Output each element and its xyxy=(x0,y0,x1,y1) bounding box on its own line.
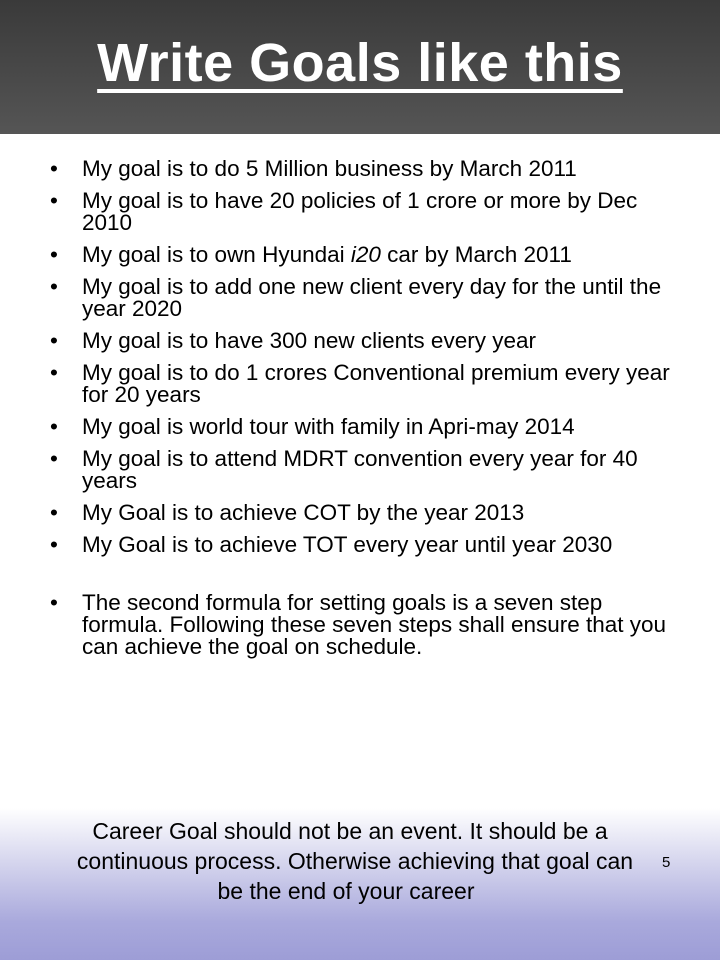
list-item xyxy=(0,448,720,492)
list-item xyxy=(0,416,720,438)
list-item-text: The second formula for setting goals is a seven step formula. Following these seven steps shall ensure that you can achieve the goal on schedule. xyxy=(82,590,667,659)
list-item-text: My goal is to do 1 crores Conventional premium every year for 20 years xyxy=(82,360,670,407)
list-item-text-part: car by March 2011 xyxy=(380,242,572,267)
list-item xyxy=(0,276,720,320)
bullet-icon: • xyxy=(50,446,58,471)
list-item xyxy=(0,330,720,352)
bullet-icon: • xyxy=(50,360,58,385)
list-item xyxy=(0,362,720,406)
list-item-text: My goal is to do 5 Million business by March 2011 xyxy=(82,156,577,181)
list-item-text: My goal is to attend MDRT convention every year for 40 years xyxy=(82,446,638,493)
list-item-text xyxy=(82,242,572,267)
bullet-icon: • xyxy=(50,414,58,439)
bullet-icon: • xyxy=(50,188,58,213)
footer-callout xyxy=(0,808,720,960)
footer-line: be the end of your career xyxy=(217,878,475,904)
list-item xyxy=(0,592,720,658)
slide-title: Write Goals like this xyxy=(97,33,623,93)
bullet-icon: • xyxy=(50,590,58,615)
bullet-icon: • xyxy=(50,156,58,181)
footer-text xyxy=(40,816,720,906)
bullet-icon: • xyxy=(50,532,58,557)
list-item xyxy=(0,244,720,266)
list-item-text: My Goal is to achieve TOT every year until year 2030 xyxy=(82,532,613,557)
bullet-icon: • xyxy=(50,274,58,299)
bullet-icon: • xyxy=(50,328,58,353)
footer-line: continuous process. Otherwise achieving that goal can xyxy=(76,848,634,874)
list-item-text: My goal is world tour with family in Apri-may 2014 xyxy=(82,414,575,439)
list-item xyxy=(0,158,720,180)
list-item-text: My Goal is to achieve COT by the year 2013 xyxy=(82,500,525,525)
title-bar xyxy=(0,0,720,134)
bullet-icon: • xyxy=(50,242,58,267)
list-item-text: My goal is to have 300 new clients every year xyxy=(82,328,536,353)
footer-line: Career Goal should not be an event. It should be a xyxy=(92,818,608,844)
car-model-text: i20 xyxy=(350,242,381,267)
slide-number: 5 xyxy=(662,854,671,871)
list-item-text: My goal is to have 20 policies of 1 crore or more by Dec 2010 xyxy=(82,188,638,235)
list-item-text: My goal is to add one new client every day for the until the year 2020 xyxy=(82,274,662,321)
goal-list xyxy=(0,158,720,668)
list-item xyxy=(0,502,720,524)
list-item xyxy=(0,534,720,556)
bullet-icon: • xyxy=(50,500,58,525)
list-item-text-part: My goal is to own Hyundai xyxy=(82,242,351,267)
list-item xyxy=(0,190,720,234)
